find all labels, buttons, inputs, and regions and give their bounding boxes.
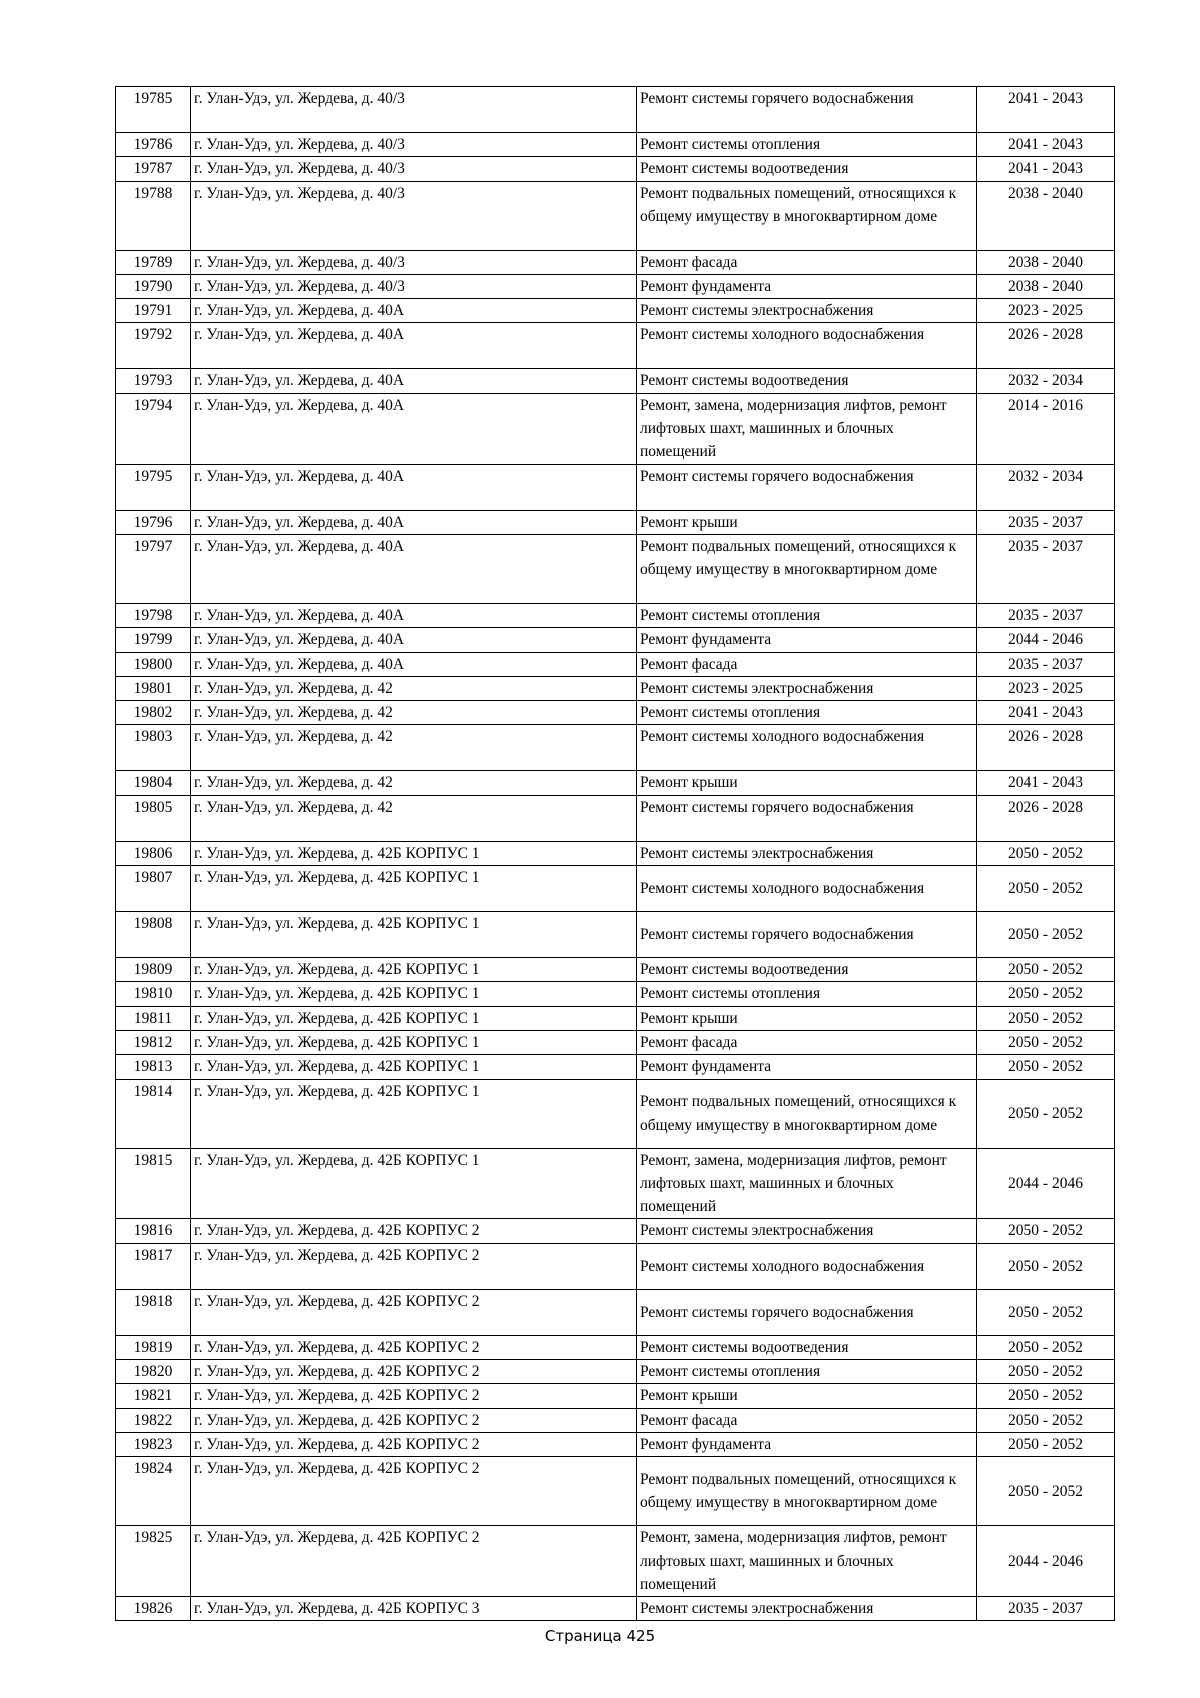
period-cell: 2050 - 2052 [977,1219,1115,1243]
work-type-cell: Ремонт системы холодного водоснабжения [637,725,977,771]
page-number: Страница 425 [544,1627,656,1645]
work-type-cell: Ремонт крыши [637,1384,977,1408]
address-cell: г. Улан-Удэ, ул. Жердева, д. 40/3 [191,274,637,298]
table-row [116,841,1115,865]
period-cell: 2050 - 2052 [977,1079,1115,1148]
table-row [116,652,1115,676]
row-number: 19796 [116,510,191,534]
period-cell: 2050 - 2052 [977,1360,1115,1384]
work-type-cell: Ремонт системы горячего водоснабжения [637,795,977,841]
work-type-cell: Ремонт фасада [637,1408,977,1432]
period-cell: 2035 - 2037 [977,510,1115,534]
table-row [116,1055,1115,1079]
work-type-cell: Ремонт системы горячего водоснабжения [637,87,977,133]
table-row [116,1079,1115,1148]
period-cell: 2038 - 2040 [977,181,1115,250]
row-number: 19812 [116,1030,191,1054]
work-type-cell: Ремонт системы электроснабжения [637,1219,977,1243]
work-type-cell: Ремонт системы водоотведения [637,157,977,181]
table-row [116,628,1115,652]
address-cell: г. Улан-Удэ, ул. Жердева, д. 42Б КОРПУС 2 [191,1243,637,1289]
period-cell: 2038 - 2040 [977,274,1115,298]
table-row [116,795,1115,841]
row-number: 19792 [116,323,191,369]
period-cell: 2035 - 2037 [977,1597,1115,1621]
table-row [116,1006,1115,1030]
address-cell: г. Улан-Удэ, ул. Жердева, д. 40/3 [191,157,637,181]
table-row [116,87,1115,133]
period-cell: 2044 - 2046 [977,628,1115,652]
work-type-cell: Ремонт системы отопления [637,133,977,157]
table-row [116,157,1115,181]
row-number: 19821 [116,1384,191,1408]
row-number: 19805 [116,795,191,841]
period-cell: 2014 - 2016 [977,393,1115,464]
table-row [116,701,1115,725]
address-cell: г. Улан-Удэ, ул. Жердева, д. 40А [191,299,637,323]
work-type-cell: Ремонт системы холодного водоснабжения [637,323,977,369]
row-number: 19810 [116,982,191,1006]
work-type-cell: Ремонт системы водоотведения [637,1335,977,1359]
work-type-cell: Ремонт системы отопления [637,701,977,725]
table-row [116,299,1115,323]
table-row [116,982,1115,1006]
address-cell: г. Улан-Удэ, ул. Жердева, д. 42Б КОРПУС 2 [191,1219,637,1243]
period-cell: 2050 - 2052 [977,841,1115,865]
row-number: 19806 [116,841,191,865]
period-cell: 2050 - 2052 [977,1006,1115,1030]
work-type-cell: Ремонт системы холодного водоснабжения [637,1243,977,1289]
table-row [116,725,1115,771]
period-cell: 2050 - 2052 [977,1457,1115,1526]
row-number: 19798 [116,603,191,627]
period-cell: 2026 - 2028 [977,795,1115,841]
address-cell: г. Улан-Удэ, ул. Жердева, д. 42Б КОРПУС 1 [191,1030,637,1054]
table-row [116,133,1115,157]
period-cell: 2044 - 2046 [977,1148,1115,1219]
table-row [116,603,1115,627]
address-cell: г. Улан-Удэ, ул. Жердева, д. 42Б КОРПУС 2 [191,1289,637,1335]
table-row [116,1219,1115,1243]
row-number: 19824 [116,1457,191,1526]
row-number: 19808 [116,912,191,958]
address-cell: г. Улан-Удэ, ул. Жердева, д. 42Б КОРПУС 1 [191,1148,637,1219]
row-number: 19793 [116,369,191,393]
work-type-cell: Ремонт системы отопления [637,603,977,627]
table-body [116,87,1115,1621]
address-cell: г. Улан-Удэ, ул. Жердева, д. 42Б КОРПУС 2 [191,1457,637,1526]
period-cell: 2026 - 2028 [977,323,1115,369]
work-type-cell: Ремонт, замена, модернизация лифтов, ремонт лифтовых шахт, машинных и блочных помещений [637,393,977,464]
table-row [116,181,1115,250]
address-cell: г. Улан-Удэ, ул. Жердева, д. 42Б КОРПУС 1 [191,866,637,912]
work-type-cell: Ремонт фасада [637,1030,977,1054]
table-row [116,1148,1115,1219]
address-cell: г. Улан-Удэ, ул. Жердева, д. 42Б КОРПУС 2 [191,1335,637,1359]
address-cell: г. Улан-Удэ, ул. Жердева, д. 40/3 [191,87,637,133]
address-cell: г. Улан-Удэ, ул. Жердева, д. 40/3 [191,133,637,157]
address-cell: г. Улан-Удэ, ул. Жердева, д. 42Б КОРПУС 1 [191,1006,637,1030]
table-row [116,912,1115,958]
work-type-cell: Ремонт системы горячего водоснабжения [637,464,977,510]
row-number: 19802 [116,701,191,725]
row-number: 19822 [116,1408,191,1432]
table-row [116,1360,1115,1384]
row-number: 19816 [116,1219,191,1243]
row-number: 19788 [116,181,191,250]
row-number: 19823 [116,1432,191,1456]
period-cell: 2050 - 2052 [977,1432,1115,1456]
work-type-cell: Ремонт фасада [637,652,977,676]
period-cell: 2050 - 2052 [977,912,1115,958]
work-type-cell: Ремонт, замена, модернизация лифтов, ремонт лифтовых шахт, машинных и блочных помещений [637,1526,977,1597]
table-row [116,866,1115,912]
address-cell: г. Улан-Удэ, ул. Жердева, д. 42 [191,676,637,700]
table-row [116,1408,1115,1432]
row-number: 19799 [116,628,191,652]
table-row [116,250,1115,274]
address-cell: г. Улан-Удэ, ул. Жердева, д. 42Б КОРПУС 2 [191,1432,637,1456]
work-type-cell: Ремонт системы отопления [637,1360,977,1384]
period-cell: 2041 - 2043 [977,133,1115,157]
table-row [116,323,1115,369]
address-cell: г. Улан-Удэ, ул. Жердева, д. 42Б КОРПУС 1 [191,982,637,1006]
table-row [116,369,1115,393]
work-type-cell: Ремонт системы электроснабжения [637,676,977,700]
work-type-cell: Ремонт крыши [637,510,977,534]
period-cell: 2023 - 2025 [977,299,1115,323]
address-cell: г. Улан-Удэ, ул. Жердева, д. 42Б КОРПУС 2 [191,1408,637,1432]
address-cell: г. Улан-Удэ, ул. Жердева, д. 40/3 [191,181,637,250]
row-number: 19817 [116,1243,191,1289]
table-row [116,1384,1115,1408]
period-cell: 2050 - 2052 [977,1384,1115,1408]
period-cell: 2041 - 2043 [977,771,1115,795]
work-type-cell: Ремонт фундамента [637,274,977,298]
row-number: 19787 [116,157,191,181]
row-number: 19818 [116,1289,191,1335]
period-cell: 2050 - 2052 [977,1335,1115,1359]
table-row [116,1597,1115,1621]
work-type-cell: Ремонт крыши [637,1006,977,1030]
work-type-cell: Ремонт системы электроснабжения [637,299,977,323]
work-type-cell: Ремонт подвальных помещений, относящихся к общему имуществу в многоквартирном доме [637,181,977,250]
table-row [116,274,1115,298]
row-number: 19825 [116,1526,191,1597]
table-row [116,1289,1115,1335]
period-cell: 2023 - 2025 [977,676,1115,700]
period-cell: 2050 - 2052 [977,982,1115,1006]
period-cell: 2041 - 2043 [977,87,1115,133]
address-cell: г. Улан-Удэ, ул. Жердева, д. 40А [191,628,637,652]
work-type-cell: Ремонт фундамента [637,1055,977,1079]
row-number: 19791 [116,299,191,323]
period-cell: 2050 - 2052 [977,958,1115,982]
period-cell: 2032 - 2034 [977,369,1115,393]
work-type-cell: Ремонт подвальных помещений, относящихся к общему имуществу в многоквартирном доме [637,1457,977,1526]
address-cell: г. Улан-Удэ, ул. Жердева, д. 40А [191,393,637,464]
row-number: 19795 [116,464,191,510]
period-cell: 2050 - 2052 [977,1030,1115,1054]
table-row [116,534,1115,603]
work-type-cell: Ремонт подвальных помещений, относящихся к общему имуществу в многоквартирном доме [637,1079,977,1148]
table-row [116,958,1115,982]
period-cell: 2038 - 2040 [977,250,1115,274]
period-cell: 2041 - 2043 [977,157,1115,181]
work-type-cell: Ремонт фасада [637,250,977,274]
period-cell: 2050 - 2052 [977,1243,1115,1289]
work-type-cell: Ремонт системы водоотведения [637,369,977,393]
address-cell: г. Улан-Удэ, ул. Жердева, д. 40А [191,323,637,369]
row-number: 19826 [116,1597,191,1621]
row-number: 19814 [116,1079,191,1148]
period-cell: 2032 - 2034 [977,464,1115,510]
row-number: 19809 [116,958,191,982]
address-cell: г. Улан-Удэ, ул. Жердева, д. 40А [191,464,637,510]
period-cell: 2044 - 2046 [977,1526,1115,1597]
period-cell: 2035 - 2037 [977,652,1115,676]
address-cell: г. Улан-Удэ, ул. Жердева, д. 42Б КОРПУС 1 [191,958,637,982]
period-cell: 2050 - 2052 [977,1408,1115,1432]
table-row [116,464,1115,510]
row-number: 19813 [116,1055,191,1079]
work-type-cell: Ремонт подвальных помещений, относящихся к общему имуществу в многоквартирном доме [637,534,977,603]
work-type-cell: Ремонт системы электроснабжения [637,841,977,865]
row-number: 19797 [116,534,191,603]
table-row [116,676,1115,700]
address-cell: г. Улан-Удэ, ул. Жердева, д. 40А [191,603,637,627]
table-row [116,1243,1115,1289]
address-cell: г. Улан-Удэ, ул. Жердева, д. 42 [191,771,637,795]
period-cell: 2041 - 2043 [977,701,1115,725]
address-cell: г. Улан-Удэ, ул. Жердева, д. 42 [191,701,637,725]
address-cell: г. Улан-Удэ, ул. Жердева, д. 42Б КОРПУС 1 [191,841,637,865]
table-row [116,1335,1115,1359]
row-number: 19820 [116,1360,191,1384]
address-cell: г. Улан-Удэ, ул. Жердева, д. 40/3 [191,250,637,274]
period-cell: 2050 - 2052 [977,866,1115,912]
address-cell: г. Улан-Удэ, ул. Жердева, д. 42 [191,795,637,841]
work-type-cell: Ремонт системы электроснабжения [637,1597,977,1621]
period-cell: 2050 - 2052 [977,1055,1115,1079]
period-cell: 2035 - 2037 [977,603,1115,627]
address-cell: г. Улан-Удэ, ул. Жердева, д. 40А [191,534,637,603]
row-number: 19815 [116,1148,191,1219]
address-cell: г. Улан-Удэ, ул. Жердева, д. 42Б КОРПУС 1 [191,1079,637,1148]
address-cell: г. Улан-Удэ, ул. Жердева, д. 40А [191,652,637,676]
table-row [116,393,1115,464]
address-cell: г. Улан-Удэ, ул. Жердева, д. 42Б КОРПУС 1 [191,912,637,958]
table-row [116,1457,1115,1526]
row-number: 19801 [116,676,191,700]
row-number: 19786 [116,133,191,157]
work-type-cell: Ремонт системы отопления [637,982,977,1006]
work-type-cell: Ремонт системы горячего водоснабжения [637,912,977,958]
address-cell: г. Улан-Удэ, ул. Жердева, д. 42Б КОРПУС 3 [191,1597,637,1621]
address-cell: г. Улан-Удэ, ул. Жердева, д. 40А [191,510,637,534]
work-type-cell: Ремонт крыши [637,771,977,795]
work-type-cell: Ремонт системы холодного водоснабжения [637,866,977,912]
row-number: 19800 [116,652,191,676]
table-row [116,1432,1115,1456]
address-cell: г. Улан-Удэ, ул. Жердева, д. 42Б КОРПУС 1 [191,1055,637,1079]
table-row [116,1526,1115,1597]
address-cell: г. Улан-Удэ, ул. Жердева, д. 40А [191,369,637,393]
row-number: 19819 [116,1335,191,1359]
row-number: 19785 [116,87,191,133]
table-row [116,510,1115,534]
address-cell: г. Улан-Удэ, ул. Жердева, д. 42Б КОРПУС 2 [191,1526,637,1597]
table-row [116,1030,1115,1054]
row-number: 19811 [116,1006,191,1030]
work-type-cell: Ремонт, замена, модернизация лифтов, ремонт лифтовых шахт, машинных и блочных помещений [637,1148,977,1219]
row-number: 19804 [116,771,191,795]
period-cell: 2026 - 2028 [977,725,1115,771]
table-row [116,771,1115,795]
repair-schedule-table [115,86,1115,1621]
period-cell: 2035 - 2037 [977,534,1115,603]
period-cell: 2050 - 2052 [977,1289,1115,1335]
address-cell: г. Улан-Удэ, ул. Жердева, д. 42Б КОРПУС 2 [191,1360,637,1384]
work-type-cell: Ремонт фундамента [637,628,977,652]
row-number: 19789 [116,250,191,274]
row-number: 19794 [116,393,191,464]
row-number: 19803 [116,725,191,771]
work-type-cell: Ремонт системы водоотведения [637,958,977,982]
address-cell: г. Улан-Удэ, ул. Жердева, д. 42Б КОРПУС 2 [191,1384,637,1408]
work-type-cell: Ремонт фундамента [637,1432,977,1456]
work-type-cell: Ремонт системы горячего водоснабжения [637,1289,977,1335]
address-cell: г. Улан-Удэ, ул. Жердева, д. 42 [191,725,637,771]
row-number: 19790 [116,274,191,298]
row-number: 19807 [116,866,191,912]
